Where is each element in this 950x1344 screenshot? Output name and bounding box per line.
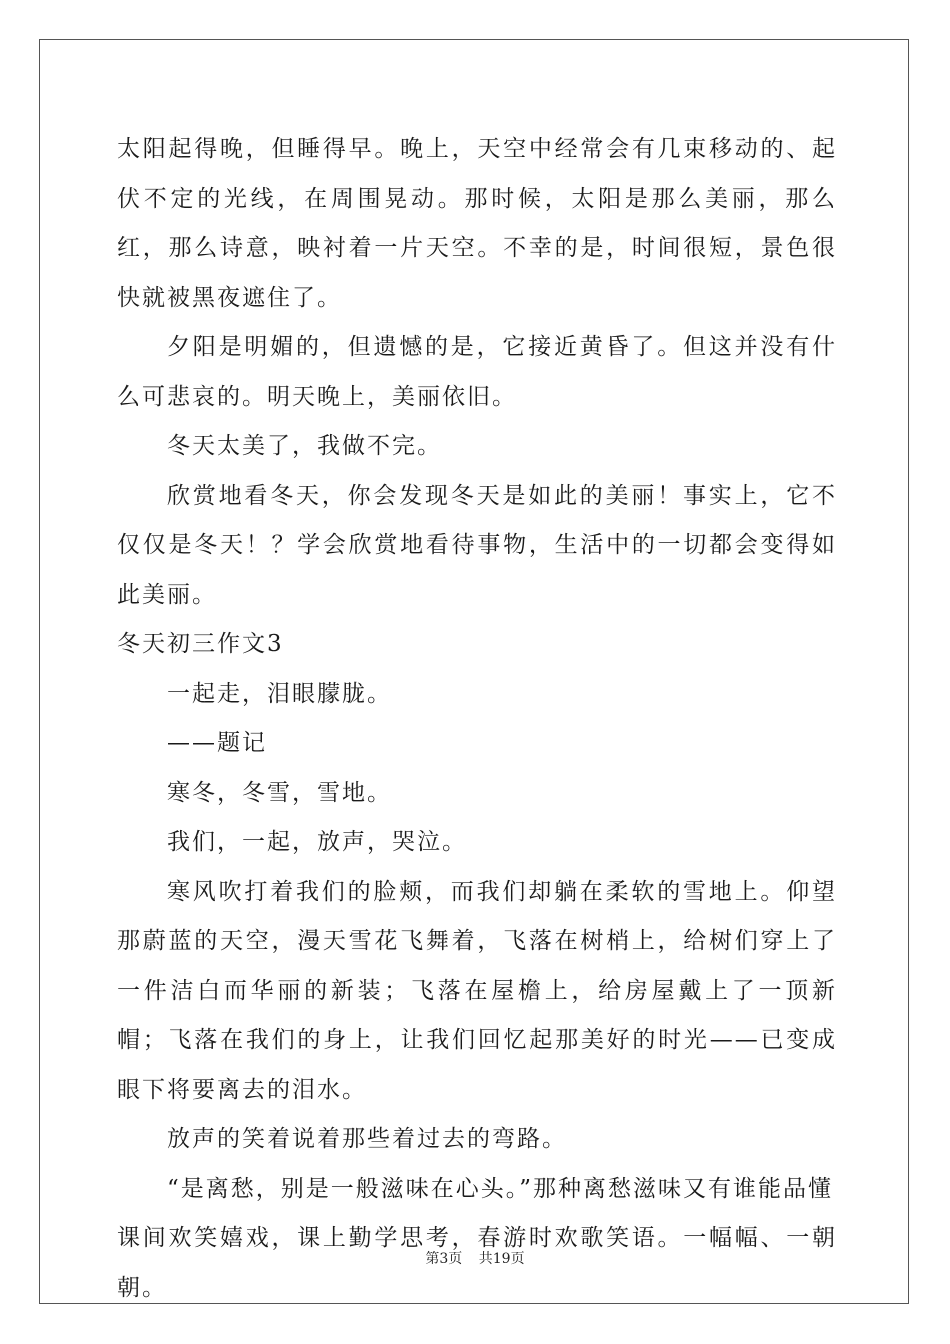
paragraph-2: 夕阳是明媚的，但遗憾的是，它接近黄昏了。但这并没有什么可悲哀的。明天晚上，美丽依旧。: [117, 334, 837, 410]
paragraph-1: 太阳起得晚，但睡得早。晚上，天空中经常会有几束移动的、起伏不定的光线，在周围晃动。那时候，太阳是那么美丽，那么红，那么诗意，映衬着一片天空。不幸的是，时间很短，景色很快就被黑夜遮住了。: [117, 136, 837, 311]
paragraph-11: 放声的笑着说着那些着过去的弯路。: [167, 1126, 567, 1152]
paragraph-10: 寒风吹打着我们的脸颊，而我们却躺在柔软的雪地上。仰望那蔚蓝的天空，漫天雪花飞舞着，飞落在树梢上，给树们穿上了一件洁白而华丽的新装；飞落在屋檐上，给房屋戴上了一顶新帽；飞落在我们的身上，让我们回忆起那美好的时光——已变成眼下将要离去的泪水。: [117, 878, 837, 1103]
paragraph-12: “是离愁，别是一般滋味在心头。”那种离愁滋味又有谁能品懂: [167, 1175, 834, 1202]
paragraph-6: 一起走，泪眼朦胧。: [167, 680, 392, 707]
section-title: 冬天初三作文3: [117, 631, 284, 657]
page-number: 第3页: [425, 1251, 463, 1267]
paragraph-9: 我们，一起，放声，哭泣。: [167, 829, 467, 855]
epigraph-attribution: ——题记: [167, 730, 267, 756]
paragraph-3: 冬天太美了，我做不完。: [167, 433, 442, 459]
document-body: [117, 125, 837, 1313]
page-footer: [0, 1248, 950, 1268]
paragraph-4: 欣赏地看冬天，你会发现冬天是如此的美丽！事实上，它不仅仅是冬天！？学会欣赏地看待事物，生活中的一切都会变得如此美丽。: [117, 482, 837, 608]
page-total: 共19页: [478, 1251, 525, 1267]
paragraph-8: 寒冬，冬雪，雪地。: [167, 779, 392, 806]
paragraph-13: 课间欢笑嬉戏，课上勤学思考，春游时欢歌笑语。一幅幅、一朝朝。: [117, 1225, 837, 1301]
